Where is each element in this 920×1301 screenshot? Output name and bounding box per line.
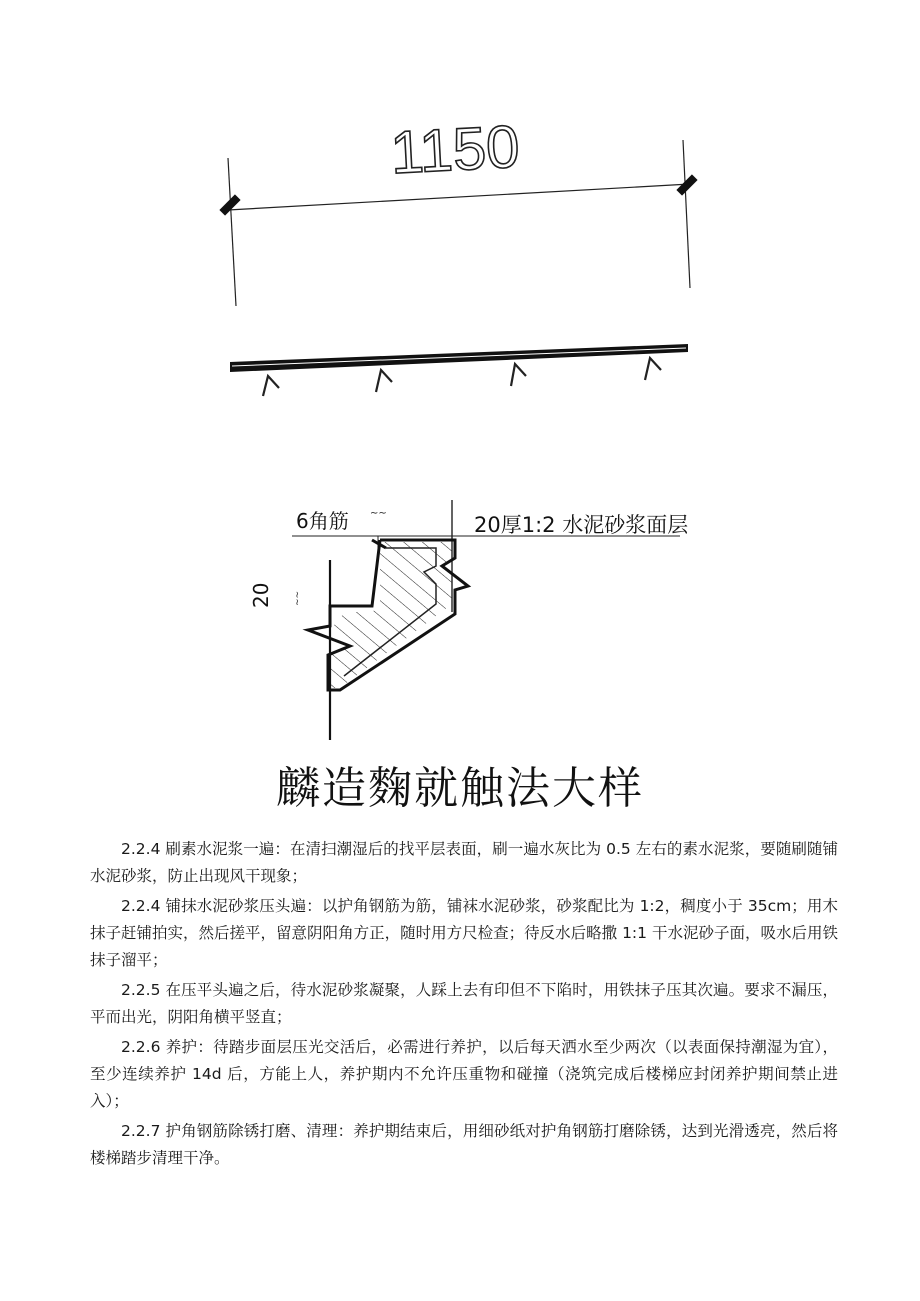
paragraph: 2.2.6 养护：待踏步面层压光交活后，必需进行养护，以后每天洒水至少两次（以表面保持潮湿为宜），至少连续养护 14d 后，方能上人，养护期内不允许压重物和碰撞（浇筑完成后楼梯应封闭养护期间禁止进入）； bbox=[90, 1038, 838, 1110]
support-mark bbox=[645, 358, 661, 380]
dimension-label: 1150 bbox=[388, 112, 522, 187]
support-mark bbox=[376, 370, 392, 392]
height-small-mark: ∼∼ bbox=[293, 590, 303, 606]
slab-highlight bbox=[232, 348, 686, 366]
slab-line bbox=[230, 344, 688, 372]
paragraph: 2.2.5 在压平头遍之后，待水泥砂浆凝聚，人踩上去有印但不下陷时，用铁抹子压其次遍。要求不漏压，平而出光，阴阳角横平竖直； bbox=[90, 981, 838, 1026]
figure-caption: 麟造麴就触法大样 bbox=[276, 763, 644, 814]
extension-line-right bbox=[683, 140, 690, 288]
detail-drawing bbox=[249, 500, 688, 740]
paragraph: 2.2.7 护角钢筋除锈打磨、清理：养护期结束后，用细砂纸对护角钢筋打磨除锈，达到光滑透亮，然后将楼梯踏步清理干净。 bbox=[90, 1122, 838, 1167]
dimension-line bbox=[228, 184, 690, 210]
dimension-drawing bbox=[219, 113, 697, 396]
body-text bbox=[90, 836, 838, 1175]
extension-line-left bbox=[228, 158, 236, 306]
paragraph: 2.2.4 铺抹水泥砂浆压头遍：以护角钢筋为筋，铺袜水泥砂浆，砂浆配比为 1:2，稠度小于 35cm；用木抹子赶铺拍实，然后搓平，留意阴阳角方正，随时用方尺检查；待反水后略撒 1:1 干水泥砂子面，吸水后用铁抹子溜平； bbox=[90, 897, 838, 969]
support-mark bbox=[511, 364, 526, 386]
mortar-layer-hatch bbox=[330, 542, 452, 688]
angle-label: 6角筋 bbox=[296, 509, 349, 533]
support-mark bbox=[263, 376, 279, 396]
paragraph: 2.2.4 刷素水泥浆一遍：在清扫潮湿后的找平层表面，刷一遍水灰比为 0.5 左右的素水泥浆，要随刷随铺水泥砂浆，防止出现风干现象； bbox=[90, 840, 838, 885]
layer-label: 20厚1:2 水泥砂浆面层 bbox=[474, 513, 689, 537]
small-mark: ∼∼ bbox=[370, 508, 387, 519]
height-label: 20 bbox=[249, 582, 273, 608]
